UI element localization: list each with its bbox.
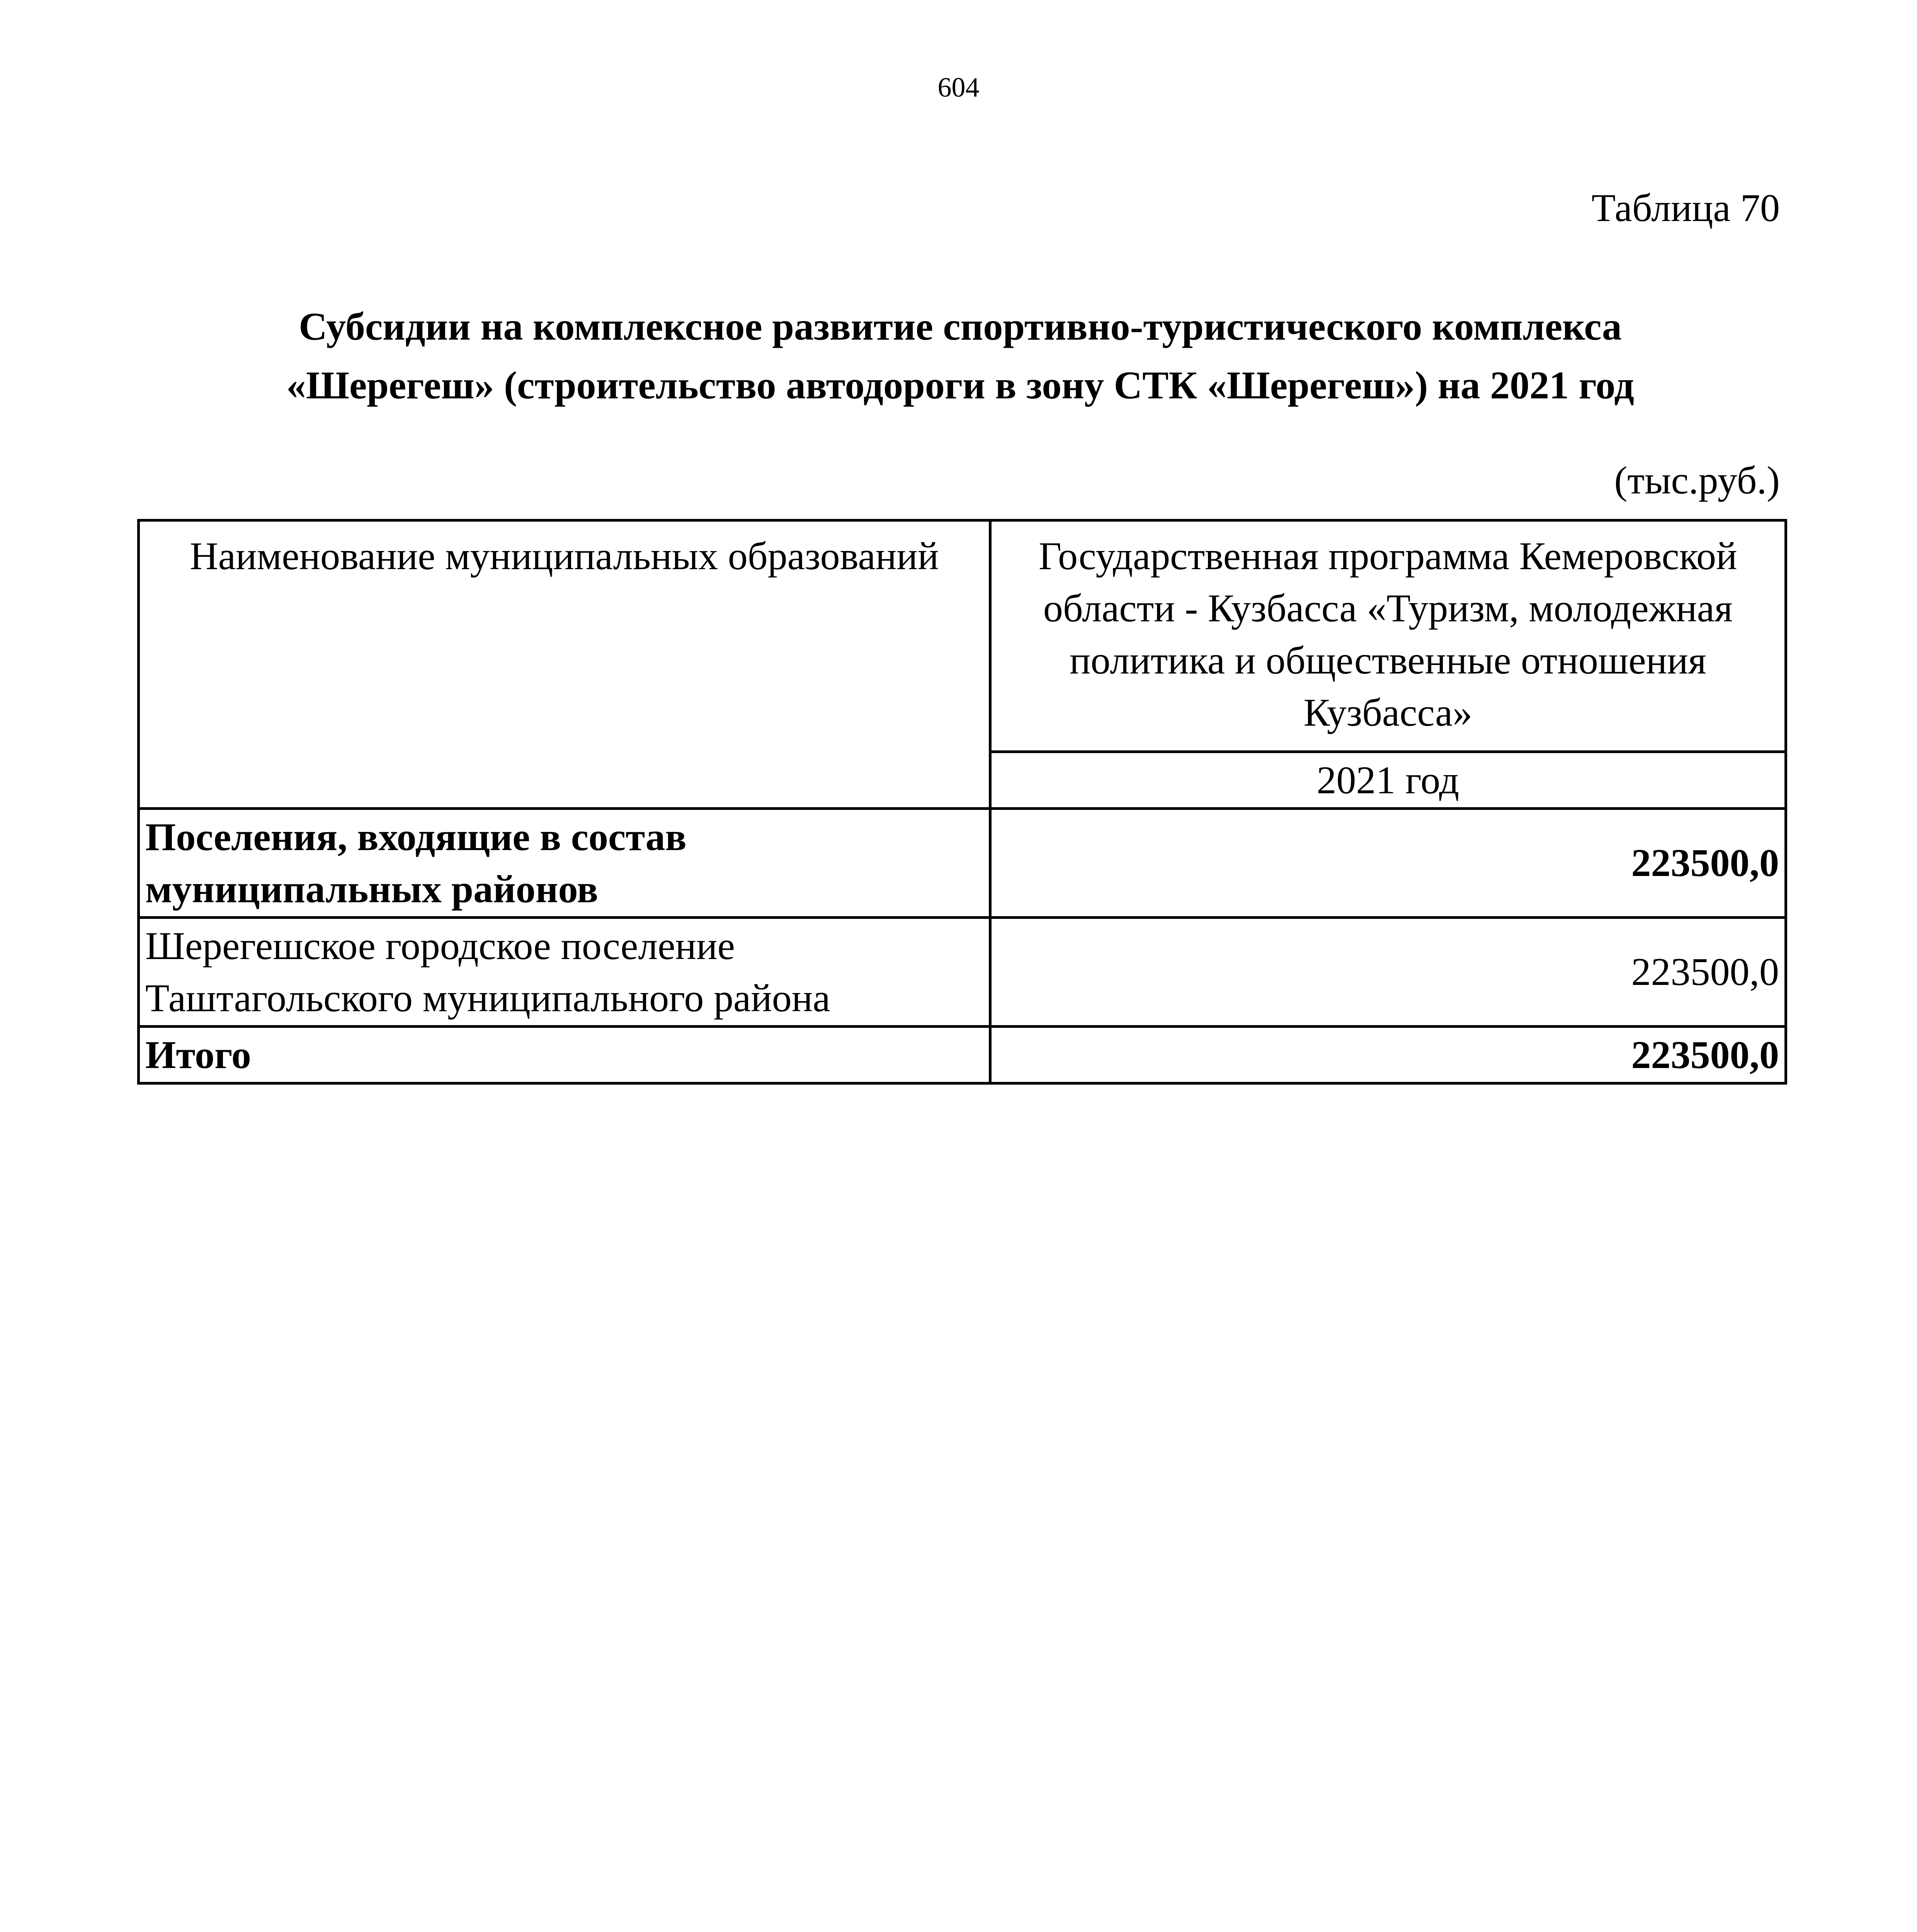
units-label: (тыс.руб.) <box>1614 459 1780 502</box>
header-year: 2021 год <box>990 752 1786 809</box>
row-label: Шерегешское городское поселение Таштагольского муниципального района <box>139 918 990 1027</box>
document-title-line-2: «Шерегеш» (строительство автодороги в зону СТК «Шерегеш») на 2021 год <box>286 364 1635 407</box>
subsidy-table <box>137 519 1787 1085</box>
row-value: 223500,0 <box>990 918 1786 1027</box>
table-row <box>139 809 1786 918</box>
table-total-row <box>139 1027 1786 1083</box>
table-label: Таблица 70 <box>1591 186 1780 230</box>
total-label: Итого <box>139 1027 990 1083</box>
header-state-program: Государственная программа Кемеровской области - Кузбасса «Туризм, молодежная политика и общественные отношения Кузбасса» <box>990 520 1786 752</box>
header-municipality-name: Наименование муниципальных образований <box>139 520 990 809</box>
row-value: 223500,0 <box>990 809 1786 918</box>
table-header-row <box>139 520 1786 752</box>
document-title <box>139 298 1781 415</box>
page-number: 604 <box>937 72 980 103</box>
row-label: Поселения, входящие в состав муниципальных районов <box>139 809 990 918</box>
table-row <box>139 918 1786 1027</box>
document-title-line-1: Субсидии на комплексное развитие спортивно-туристического комплекса <box>299 305 1622 349</box>
total-value: 223500,0 <box>990 1027 1786 1083</box>
